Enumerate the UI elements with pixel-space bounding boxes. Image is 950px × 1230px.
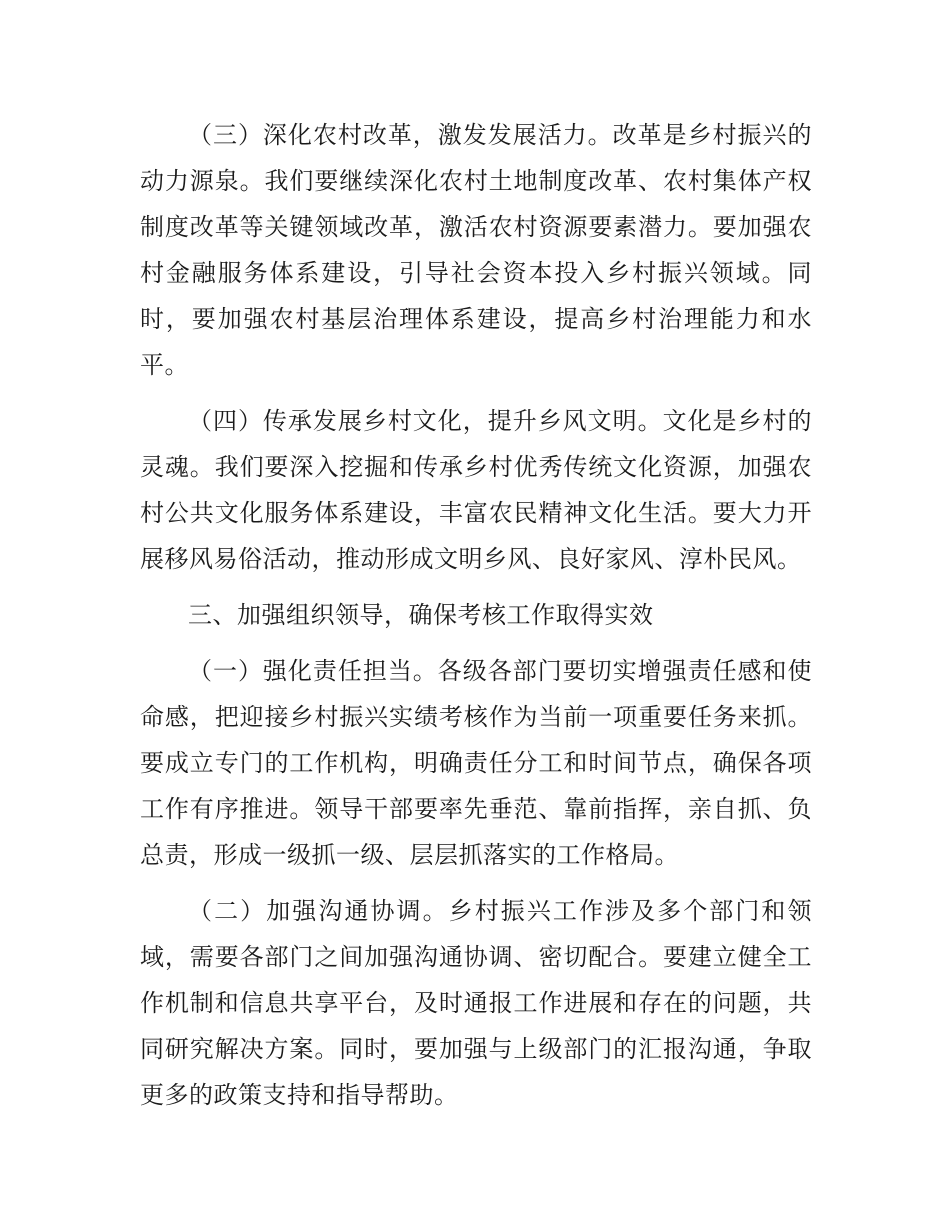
section-heading-organization: 三、加强组织领导，确保考核工作取得实效 <box>188 601 654 629</box>
paragraph-culture: （四）传承发展乡村文化，提升乡风文明。文化是乡村的灵魂。我们要深入挖掘和传承乡村优秀传统文化资源，加强农村公共文化服务体系建设，丰富农民精神文化生活。要大力开展移风易俗活动，推动形成文明乡风、良好家风、淳朴民风。 <box>140 407 812 573</box>
document-body <box>140 112 812 1118</box>
paragraph-reform: （三）深化农村改革，激发发展活力。改革是乡村振兴的动力源泉。我们要继续深化农村土地制度改革、农村集体产权制度改革等关键领域改革，激活农村资源要素潜力。要加强农村金融服务体系建设，引导社会资本投入乡村振兴领域。同时，要加强农村基层治理体系建设，提高乡村治理能力和水平。 <box>140 121 812 379</box>
paragraph-coordination: （二）加强沟通协调。乡村振兴工作涉及多个部门和领域，需要各部门之间加强沟通协调、密切配合。要建立健全工作机制和信息共享平台，及时通报工作进展和存在的问题，共同研究解决方案。同时，要加强与上级部门的汇报沟通，争取更多的政策支持和指导帮助。 <box>140 897 812 1109</box>
paragraph-responsibility: （一）强化责任担当。各级各部门要切实增强责任感和使命感，把迎接乡村振兴实绩考核作为当前一项重要任务来抓。要成立专门的工作机构，明确责任分工和时间节点，确保各项工作有序推进。领导干部要率先垂范、靠前指挥，亲自抓、负总责，形成一级抓一级、层层抓落实的工作格局。 <box>140 657 812 869</box>
